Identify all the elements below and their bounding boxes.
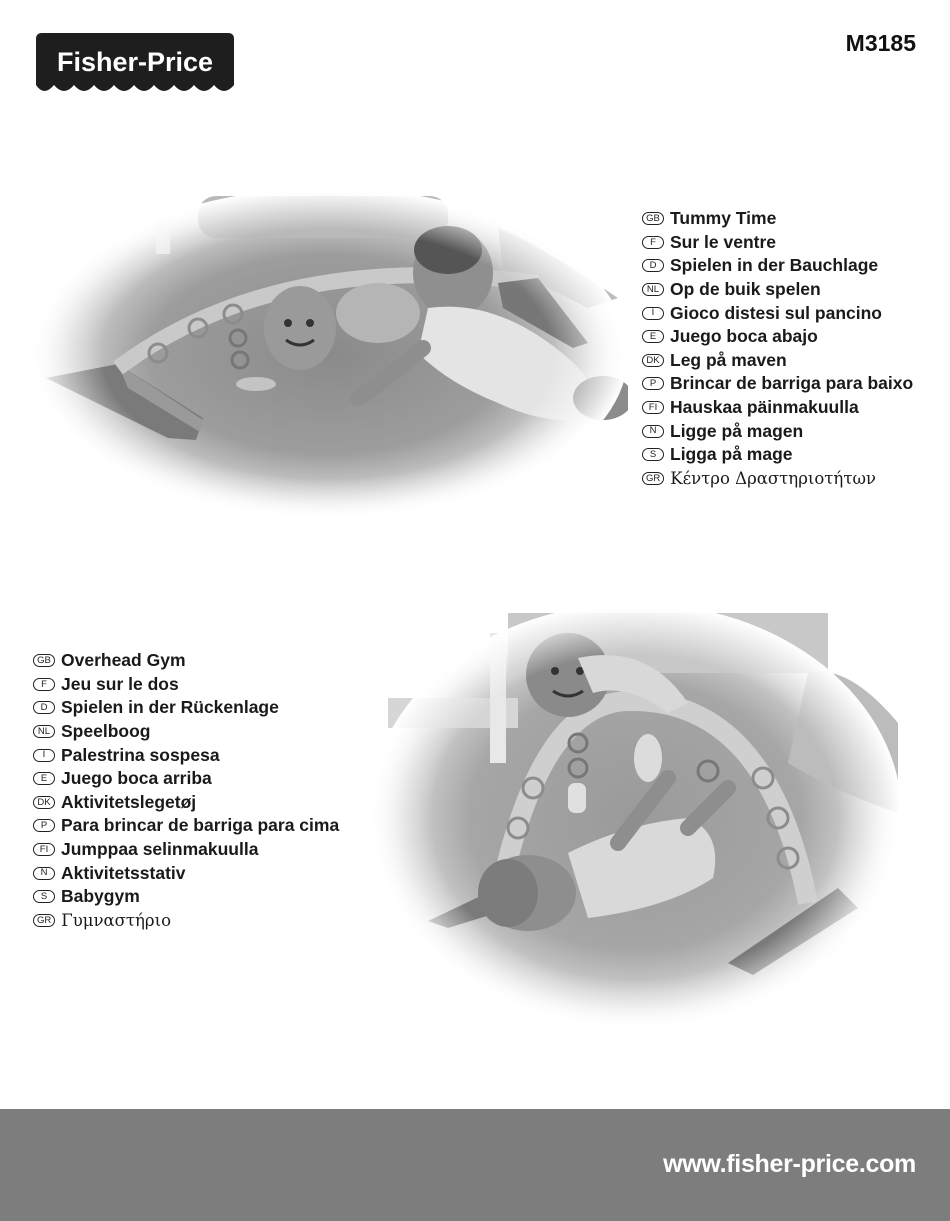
language-code-badge: D <box>33 701 55 714</box>
feature-title: Spielen in der Bauchlage <box>670 255 879 276</box>
list-item <box>33 720 339 744</box>
list-item <box>33 838 339 862</box>
feature-title: Sur le ventre <box>670 231 777 252</box>
list-item <box>33 814 339 838</box>
language-code-badge: NL <box>642 283 664 296</box>
website-link[interactable]: www.fisher-price.com <box>663 1150 916 1178</box>
list-item <box>642 278 913 302</box>
list-item <box>642 254 913 278</box>
list-item <box>642 396 913 420</box>
list-item <box>642 467 913 491</box>
feature-title: Κέντρο Δραστηριοτήτων <box>670 468 876 488</box>
feature-title: Babygym <box>61 886 140 907</box>
overhead-gym-language-list <box>33 649 339 932</box>
list-item <box>642 207 913 231</box>
feature-title: Brincar de barriga para baixo <box>670 373 914 394</box>
list-item <box>33 673 339 697</box>
tummy-time-language-list <box>642 207 913 490</box>
fisher-price-logo-shape <box>36 33 234 97</box>
list-item <box>642 419 913 443</box>
language-code-badge: I <box>642 307 664 320</box>
language-code-badge: GR <box>33 914 55 927</box>
feature-title: Op de buik spelen <box>670 279 821 300</box>
feature-title: Jeu sur le dos <box>61 673 179 694</box>
list-item <box>33 696 339 720</box>
overhead-gym-photo <box>368 603 903 1031</box>
language-code-badge: GB <box>642 212 664 225</box>
feature-title: Spielen in der Rückenlage <box>61 697 279 718</box>
feature-title: Juego boca abajo <box>670 326 818 347</box>
language-code-badge: GB <box>33 654 55 667</box>
list-item <box>33 649 339 673</box>
feature-title: Γυμναστήριο <box>61 910 172 930</box>
feature-title: Gioco distesi sul pancino <box>670 302 882 323</box>
list-item <box>642 372 913 396</box>
language-code-badge: E <box>33 772 55 785</box>
language-code-badge: F <box>33 678 55 691</box>
feature-title: Speelboog <box>61 721 151 742</box>
language-code-badge: DK <box>33 796 55 809</box>
language-code-badge: N <box>33 867 55 880</box>
feature-title: Ligge på magen <box>670 420 804 441</box>
language-code-badge: DK <box>642 354 664 367</box>
language-code-badge: E <box>642 330 664 343</box>
language-code-badge: FI <box>33 843 55 856</box>
feature-title: Palestrina sospesa <box>61 744 220 765</box>
language-code-badge: S <box>642 448 664 461</box>
language-code-badge: I <box>33 749 55 762</box>
feature-title: Aktivitetslegetøj <box>61 791 197 812</box>
feature-title: Para brincar de barriga para cima <box>61 815 340 836</box>
tummy-time-photo <box>28 188 628 521</box>
language-code-badge: P <box>33 819 55 832</box>
list-item <box>642 325 913 349</box>
feature-title: Leg på maven <box>670 349 787 370</box>
language-code-badge: NL <box>33 725 55 738</box>
language-code-badge: D <box>642 259 664 272</box>
language-code-badge: GR <box>642 472 664 485</box>
footer-bar <box>0 1109 950 1221</box>
language-code-badge: FI <box>642 401 664 414</box>
list-item <box>33 861 339 885</box>
language-code-badge: S <box>33 890 55 903</box>
feature-title: Overhead Gym <box>61 650 186 671</box>
feature-title: Jumppaa selinmakuulla <box>61 839 259 860</box>
feature-title: Hauskaa päinmakuulla <box>670 397 859 418</box>
model-number: M3185 <box>845 30 916 56</box>
list-item <box>33 791 339 815</box>
list-item <box>642 301 913 325</box>
feature-title: Aktivitetsstativ <box>61 862 186 883</box>
list-item <box>642 443 913 467</box>
brand-logo <box>36 33 234 97</box>
language-code-badge: N <box>642 425 664 438</box>
list-item <box>33 767 339 791</box>
list-item <box>642 349 913 373</box>
language-code-badge: F <box>642 236 664 249</box>
feature-title: Ligga på mage <box>670 444 793 465</box>
language-code-badge: P <box>642 377 664 390</box>
list-item <box>33 743 339 767</box>
feature-title: Tummy Time <box>670 208 777 229</box>
feature-title: Juego boca arriba <box>61 768 212 789</box>
logo-text: Fisher-Price <box>56 47 214 77</box>
list-item <box>642 231 913 255</box>
list-item <box>33 909 339 933</box>
list-item <box>33 885 339 909</box>
